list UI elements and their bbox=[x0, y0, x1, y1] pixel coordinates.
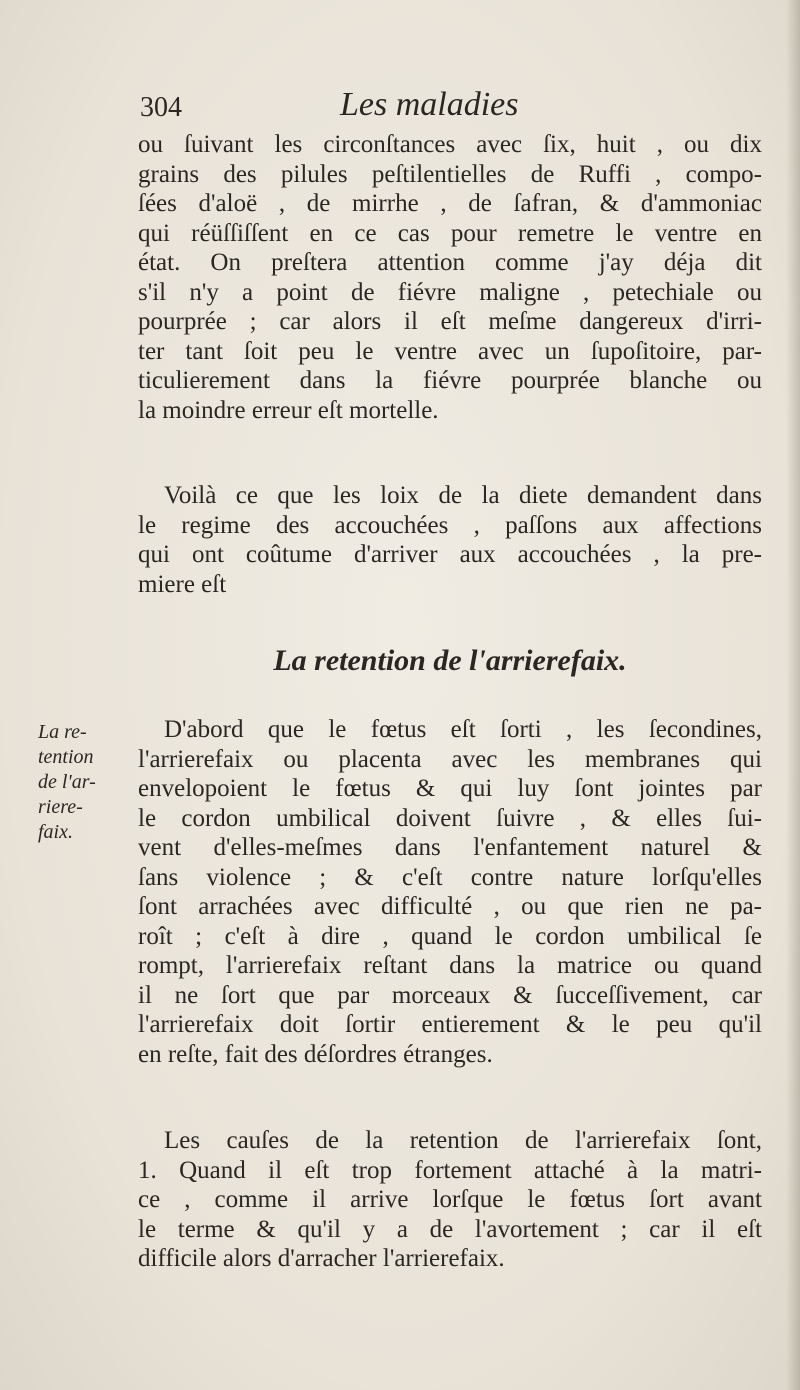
text-line: ce , comme il arrive lorſque le fœtus ſort avant bbox=[138, 1186, 762, 1213]
margin-note-line: La re- bbox=[38, 721, 87, 743]
page-number: 304 bbox=[140, 92, 182, 123]
running-title: Les maladies bbox=[340, 86, 519, 123]
text-line: rompt, l'arrierefaix reſtant dans la matrice ou quand bbox=[138, 952, 762, 979]
text-line: miere eſt bbox=[138, 570, 227, 598]
text-line: pourprée ; car alors il eſt meſme dangereux d'irri- bbox=[138, 308, 762, 335]
text-line: l'arrierefaix ou placenta avec les membranes qui bbox=[138, 745, 762, 773]
text-line: ou ſuivant les circonſtances avec ſix, huit , ou dix bbox=[138, 131, 762, 158]
text-line: envelopoient le fœtus & qui luy ſont jointes par bbox=[138, 775, 762, 802]
text-line: 1. Quand il eſt trop fortement attaché à la matri- bbox=[138, 1156, 762, 1184]
text-line: ſans violence ; & c'eſt contre nature lorſqu'elles bbox=[138, 863, 762, 891]
paragraph-2 bbox=[138, 481, 762, 599]
text-line: le cordon umbilical doivent ſuivre , & elles ſui- bbox=[138, 804, 762, 832]
text-line: ticulierement dans la fiévre pourprée blanche ou bbox=[138, 367, 762, 394]
page-edge-shadow bbox=[786, 0, 800, 1390]
text-line: Voilà ce que les loix de la diete demandent dans bbox=[164, 482, 762, 509]
margin-note-line: de l'ar- bbox=[38, 771, 96, 793]
text-line: ſées d'aloë , de mirrhe , de ſafran, & d'ammoniac bbox=[138, 190, 762, 217]
paragraph-3 bbox=[138, 715, 762, 1069]
text-line: l'arrierefaix doit ſortir entierement & le peu qu'il bbox=[138, 1011, 762, 1038]
text-line: s'il n'y a point de fiévre maligne , petechiale ou bbox=[138, 278, 762, 306]
margin-note-line: riere- bbox=[38, 796, 83, 818]
text-line: qui ont coûtume d'arriver aux accouchées , la pre- bbox=[138, 541, 762, 568]
text-line: le terme & qu'il y a de l'avortement ; car il eſt bbox=[138, 1215, 762, 1243]
margin-note bbox=[38, 720, 128, 845]
section-heading: La retention de l'arrierefaix. bbox=[273, 644, 627, 677]
paragraph-1 bbox=[138, 130, 762, 425]
text-line: difficile alors d'arracher l'arrierefaix. bbox=[138, 1245, 505, 1272]
text-line: il ne ſort que par morceaux & ſucceſſivement, car bbox=[138, 981, 762, 1009]
text-line: ter tant ſoit peu le ventre avec un ſupoſitoire, par- bbox=[138, 337, 762, 365]
text-line: D'abord que le fœtus eſt ſorti , les ſecondines, bbox=[164, 716, 762, 743]
text-line: le regime des accouchées , paſſons aux affections bbox=[138, 511, 762, 539]
text-line: ſont arrachées avec difficulté , ou que rien ne pa- bbox=[138, 893, 762, 920]
text-line: la moindre erreur eſt mortelle. bbox=[138, 396, 439, 424]
text-line: état. On preſtera attention comme j'ay déja dit bbox=[138, 249, 762, 276]
text-line: qui réüſſiſſent en ce cas pour remetre le ventre en bbox=[138, 219, 762, 247]
text-line: grains des pilules peſtilentielles de Ruffi , compo- bbox=[138, 160, 762, 188]
text-line: Les cauſes de la retention de l'arrierefaix ſont, bbox=[164, 1127, 762, 1154]
text-line: en reſte, fait des déſordres étranges. bbox=[138, 1040, 493, 1068]
text-line: vent d'elles-meſmes dans l'enfantement naturel & bbox=[138, 834, 762, 861]
text-line: roît ; c'eſt à dire , quand le cordon umbilical ſe bbox=[138, 922, 762, 950]
margin-note-line: tention bbox=[38, 746, 94, 768]
margin-note-line: faix. bbox=[38, 821, 73, 843]
page-header bbox=[140, 86, 760, 126]
paragraph-4 bbox=[138, 1126, 762, 1274]
